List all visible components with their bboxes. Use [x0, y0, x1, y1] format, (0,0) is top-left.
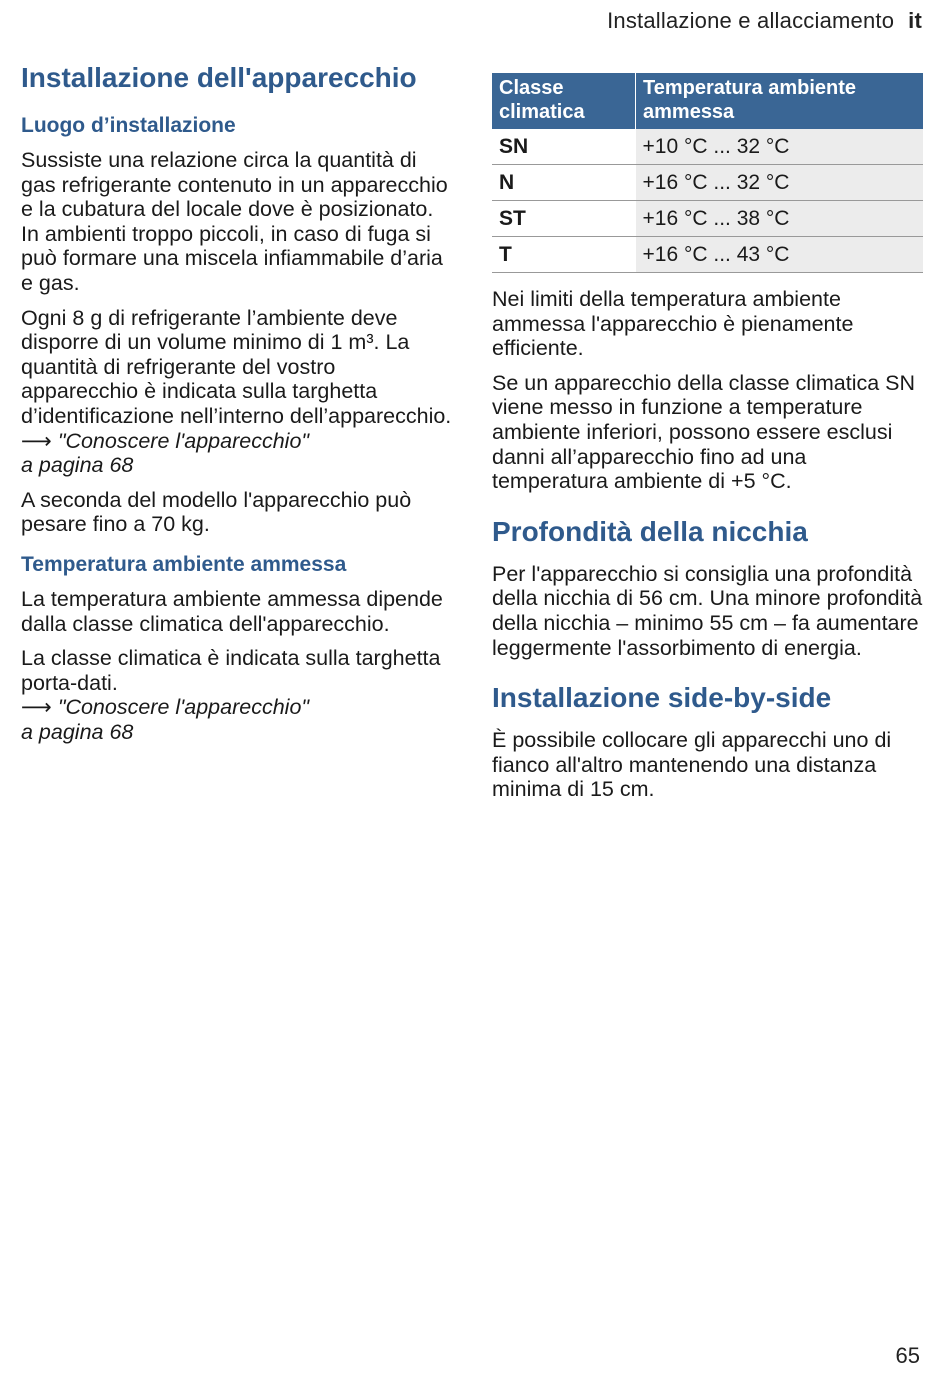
- climate-class-table: [492, 73, 923, 273]
- temperature-paragraph-1: La temperatura ambiente ammessa dipende dalla classe climatica dell'apparecchio.: [21, 586, 443, 636]
- location-paragraph-2: [21, 306, 456, 478]
- table-row: [492, 165, 923, 201]
- cross-reference-title: "Conoscere l'apparecchio": [57, 428, 310, 453]
- temperature-range-cell: +16 °C ... 38 °C: [636, 201, 924, 237]
- temperature-range-cell: +16 °C ... 32 °C: [636, 165, 924, 201]
- right-column: [492, 73, 924, 812]
- temperature-paragraph-2-text: La classe climatica è indicata sulla targhetta porta-dati.: [21, 646, 441, 695]
- temperature-heading: Temperatura ambiente ammessa: [21, 552, 347, 576]
- temperature-range-cell: +16 °C ... 43 °C: [636, 237, 924, 273]
- location-paragraph-3: A seconda del modello l'apparecchio può pesare fino a 70 kg.: [21, 487, 412, 537]
- efficiency-paragraph: Nei limiti della temperatura ambiente ammessa l'apparecchio è pienamente efficiente.: [492, 287, 854, 361]
- arrow-right-icon: ⟶: [21, 428, 52, 453]
- running-header: [607, 8, 922, 34]
- climate-class-cell: T: [492, 237, 636, 273]
- table-header-row: [492, 73, 923, 129]
- left-column: [21, 58, 456, 754]
- location-paragraph-1: Sussiste una relazione circa la quantità di gas refrigerante contenuto in un apparecchio e la cubatura del locale dove è posizionato. In ambienti troppo piccoli, in caso di fuga si può formare una miscela infiammabile d’aria e gas.: [21, 148, 448, 295]
- climate-class-cell: N: [492, 165, 636, 201]
- side-by-side-paragraph: È possibile collocare gli apparecchi uno di fianco all'altro mantenendo una distanza minima di 15 cm.: [492, 728, 892, 802]
- temperature-paragraph-2: [21, 646, 456, 744]
- niche-depth-paragraph: Per l'apparecchio si consiglia una profondità della nicchia di 56 cm. Una minore profondità della nicchia – minimo 55 cm – fa aumentare leggermente l'assorbimento di energia.: [492, 561, 923, 660]
- header-language-tag: it: [908, 8, 922, 33]
- climate-class-cell: ST: [492, 201, 636, 237]
- cross-reference-link[interactable]: [21, 695, 456, 744]
- header-ambient-temperature: Temperatura ambiente ammessa: [636, 73, 924, 129]
- climate-class-cell: SN: [492, 129, 636, 165]
- cross-reference-link[interactable]: [21, 429, 456, 478]
- sn-class-paragraph: Se un apparecchio della classe climatica SN viene messo in funzione a temperature ambiente inferiori, possono essere esclusi danni all’apparecchio fino ad una temperatura ambiente di +5 °C.: [492, 370, 916, 494]
- cross-reference-page: a pagina 68: [21, 719, 134, 744]
- cross-reference-title: "Conoscere l'apparecchio": [57, 695, 310, 720]
- cross-reference-page: a pagina 68: [21, 453, 134, 478]
- header-section-title: Installazione e allacciamento: [607, 8, 895, 33]
- niche-depth-title: Profondità della nicchia: [492, 515, 808, 547]
- location-paragraph-2-text: Ogni 8 g di refrigerante l’ambiente deve disporre di un volume minimo di 1 m³. La quantità di refrigerante del vostro apparecchio è indicata sulla targhetta d’identificazione nell’interno dell’apparecchio.: [21, 305, 452, 428]
- table-row: [492, 201, 923, 237]
- table-row: [492, 237, 923, 273]
- table-row: [492, 129, 923, 165]
- side-by-side-title: Installazione side-by-side: [492, 682, 832, 714]
- arrow-right-icon: ⟶: [21, 695, 52, 720]
- page-number: 65: [895, 1343, 920, 1368]
- installation-title: Installazione dell'apparecchio: [21, 62, 417, 93]
- header-climate-class: Classe climatica: [492, 73, 636, 129]
- location-heading: Luogo d’installazione: [21, 114, 236, 137]
- temperature-range-cell: +10 °C ... 32 °C: [636, 129, 924, 165]
